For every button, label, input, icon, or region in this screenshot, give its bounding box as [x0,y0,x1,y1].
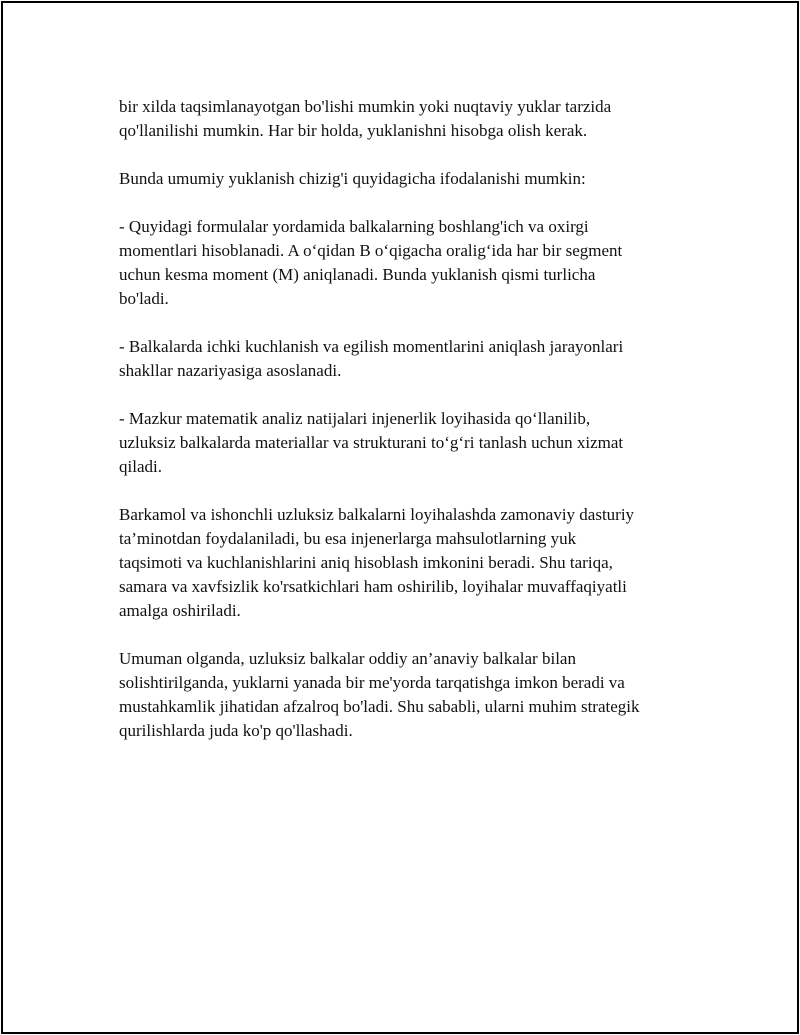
paragraph-2 [119,167,699,191]
paragraph-3 [119,215,699,311]
document-body [119,95,699,767]
paragraph-6 [119,503,699,623]
text-line: - Mazkur matematik analiz natijalari injenerlik loyihasida qo‘llanilib, [119,409,591,428]
text-line: bo'ladi. [119,289,169,308]
text-line: Barkamol va ishonchli uzluksiz balkalarni loyihalashda zamonaviy dasturiy [119,505,635,524]
text-line: solishtirilganda, yuklarni yanada bir me'yorda tarqatishga imkon beradi va [119,673,625,692]
text-line: samara va xavfsizlik ko'rsatkichlari ham oshirilib, loyihalar muvaffaqiyatli [119,577,627,596]
text-line: - Quyidagi formulalar yordamida balkalarning boshlang'ich va oxirgi [119,217,589,236]
text-line: qurilishlarda juda ko'p qo'llashadi. [119,721,353,740]
text-line: Umuman olganda, uzluksiz balkalar oddiy an’anaviy balkalar bilan [119,649,576,668]
text-line: ta’minotdan foydalaniladi, bu esa injenerlarga mahsulotlarning yuk [119,529,577,548]
text-line: qo'llanilishi mumkin. Har bir holda, yuklanishni hisobga olish kerak. [119,121,588,140]
paragraph-7 [119,647,699,743]
text-line: momentlari hisoblanadi. A o‘qidan B o‘qigacha oralig‘ida har bir segment [119,241,623,260]
text-line: mustahkamlik jihatidan afzalroq bo'ladi. Shu sababli, ularni muhim strategik [119,697,640,716]
text-line: amalga oshiriladi. [119,601,241,620]
document-page [1,1,799,1034]
paragraph-1 [119,95,699,143]
text-line: uzluksiz balkalarda materiallar va strukturani to‘g‘ri tanlash uchun xizmat [119,433,624,452]
paragraph-5 [119,407,699,479]
text-line: uchun kesma moment (M) aniqlanadi. Bunda yuklanish qismi turlicha [119,265,596,284]
paragraph-4 [119,335,699,383]
text-line: bir xilda taqsimlanayotgan bo'lishi mumkin yoki nuqtaviy yuklar tarzida [119,97,612,116]
text-line: - Balkalarda ichki kuchlanish va egilish momentlarini aniqlash jarayonlari [119,337,624,356]
text-line: qiladi. [119,457,162,476]
text-line: taqsimoti va kuchlanishlarini aniq hisoblash imkonini beradi. Shu tariqa, [119,553,613,572]
text-line: shakllar nazariyasiga asoslanadi. [119,361,342,380]
text-line: Bunda umumiy yuklanish chizig'i quyidagicha ifodalanishi mumkin: [119,169,586,188]
